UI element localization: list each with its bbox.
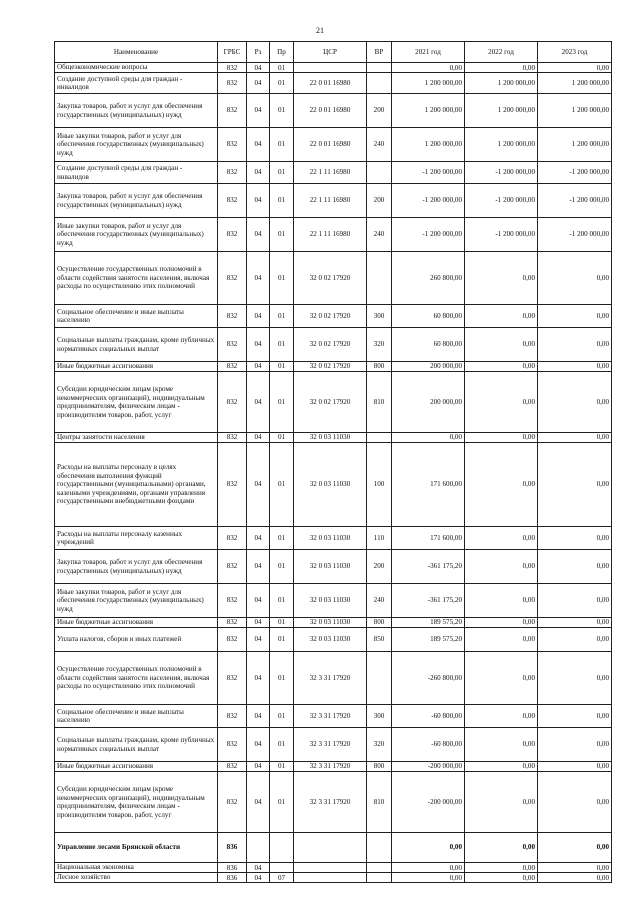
- cell-vr: 300: [367, 305, 392, 328]
- cell-pr: 01: [270, 94, 294, 128]
- cell-rz: 04: [247, 305, 270, 328]
- cell-name: Субсидии юридическим лицам (кроме некоммерческих организаций), индивидуальным предпринимателям, физическим лицам - производителям товаров, работ, услуг: [55, 372, 218, 433]
- cell-2022: 0,00: [465, 433, 538, 443]
- cell-pr: 01: [270, 527, 294, 550]
- cell-grbs: 832: [218, 433, 247, 443]
- cell-csr: 32 3 31 17920: [294, 652, 367, 705]
- cell-2021: -200 000,00: [392, 762, 465, 772]
- cell-2023: 0,00: [538, 762, 612, 772]
- cell-grbs: 832: [218, 550, 247, 584]
- cell-2022: 0,00: [465, 705, 538, 728]
- cell-rz: 04: [247, 584, 270, 618]
- table-row: [55, 762, 612, 772]
- cell-2021: 171 600,00: [392, 527, 465, 550]
- cell-vr: 240: [367, 218, 392, 252]
- cell-csr: 32 0 03 11030: [294, 527, 367, 550]
- cell-2023: 0,00: [538, 652, 612, 705]
- cell-csr: [294, 863, 367, 873]
- cell-name: Социальное обеспечение и иные выплаты населению: [55, 705, 218, 728]
- cell-pr: 01: [270, 305, 294, 328]
- cell-vr: 800: [367, 618, 392, 628]
- cell-2023: 0,00: [538, 443, 612, 527]
- table-row: [55, 94, 612, 128]
- cell-2022: 0,00: [465, 652, 538, 705]
- cell-rz: 04: [247, 433, 270, 443]
- cell-rz: 04: [247, 628, 270, 652]
- cell-2021: 0,00: [392, 833, 465, 863]
- cell-csr: 32 0 02 17920: [294, 305, 367, 328]
- cell-rz: 04: [247, 218, 270, 252]
- cell-2023: 1 200 000,00: [538, 94, 612, 128]
- cell-pr: 01: [270, 772, 294, 833]
- cell-pr: [270, 833, 294, 863]
- cell-2022: 0,00: [465, 628, 538, 652]
- cell-2021: 60 800,00: [392, 328, 465, 362]
- cell-2022: 0,00: [465, 443, 538, 527]
- cell-vr: 800: [367, 762, 392, 772]
- cell-name: Лесное хозяйство: [55, 873, 218, 883]
- header-vr: ВР: [367, 42, 392, 63]
- cell-vr: [367, 73, 392, 94]
- cell-name: Иные закупки товаров, работ и услуг для обеспечения государственных (муниципальных) нужд: [55, 218, 218, 252]
- cell-rz: 04: [247, 252, 270, 305]
- header-pr: Пр: [270, 42, 294, 63]
- cell-vr: [367, 433, 392, 443]
- table-row: [55, 433, 612, 443]
- cell-name: Субсидии юридическим лицам (кроме некоммерческих организаций), индивидуальным предпринимателям, физическим лицам - производителям товаров, работ, услуг: [55, 772, 218, 833]
- cell-vr: 110: [367, 527, 392, 550]
- cell-name: Иные бюджетные ассигнования: [55, 618, 218, 628]
- table-row: [55, 873, 612, 883]
- cell-csr: 22 0 01 16980: [294, 73, 367, 94]
- header-csr: ЦСР: [294, 42, 367, 63]
- cell-2021: -260 800,00: [392, 652, 465, 705]
- cell-csr: [294, 873, 367, 883]
- header-grbs: ГРБС: [218, 42, 247, 63]
- table-header-row: [55, 42, 612, 63]
- cell-grbs: 836: [218, 863, 247, 873]
- cell-name: Расходы на выплаты персоналу казенных учреждений: [55, 527, 218, 550]
- cell-pr: 01: [270, 63, 294, 73]
- cell-csr: [294, 63, 367, 73]
- table-row: [55, 73, 612, 94]
- cell-2021: -1 200 000,00: [392, 218, 465, 252]
- cell-name: Социальное обеспечение и иные выплаты населению: [55, 305, 218, 328]
- cell-2023: 1 200 000,00: [538, 128, 612, 162]
- cell-vr: 240: [367, 128, 392, 162]
- table-body: [55, 63, 612, 883]
- cell-grbs: 832: [218, 372, 247, 433]
- cell-2023: 0,00: [538, 863, 612, 873]
- cell-2022: 0,00: [465, 728, 538, 762]
- cell-2022: 0,00: [465, 873, 538, 883]
- cell-vr: [367, 652, 392, 705]
- cell-vr: 240: [367, 584, 392, 618]
- table-row: [55, 443, 612, 527]
- table-row: [55, 218, 612, 252]
- cell-csr: 32 0 02 17920: [294, 328, 367, 362]
- header-name: Наименование: [55, 42, 218, 63]
- cell-grbs: 832: [218, 618, 247, 628]
- cell-name: Социальные выплаты гражданам, кроме публичных нормативных социальных выплат: [55, 728, 218, 762]
- cell-2021: 189 575,20: [392, 618, 465, 628]
- cell-vr: 200: [367, 184, 392, 218]
- cell-2023: 0,00: [538, 833, 612, 863]
- cell-pr: 01: [270, 443, 294, 527]
- cell-rz: 04: [247, 184, 270, 218]
- table-row: [55, 328, 612, 362]
- cell-csr: 22 1 11 16980: [294, 184, 367, 218]
- cell-vr: 300: [367, 705, 392, 728]
- cell-2022: 0,00: [465, 305, 538, 328]
- cell-2021: 260 800,00: [392, 252, 465, 305]
- cell-2022: -1 200 000,00: [465, 184, 538, 218]
- header-2022: 2022 год: [465, 42, 538, 63]
- table-row: [55, 252, 612, 305]
- cell-csr: 32 0 03 11030: [294, 550, 367, 584]
- cell-grbs: 832: [218, 728, 247, 762]
- cell-csr: 32 0 03 11030: [294, 443, 367, 527]
- cell-2021: -361 175,20: [392, 550, 465, 584]
- cell-grbs: 832: [218, 628, 247, 652]
- cell-csr: 32 0 03 11030: [294, 618, 367, 628]
- cell-2023: 0,00: [538, 372, 612, 433]
- cell-rz: [247, 833, 270, 863]
- cell-pr: 01: [270, 73, 294, 94]
- cell-2021: 171 600,00: [392, 443, 465, 527]
- cell-2023: 0,00: [538, 63, 612, 73]
- cell-csr: 32 0 03 11030: [294, 433, 367, 443]
- cell-rz: 04: [247, 73, 270, 94]
- cell-pr: 01: [270, 728, 294, 762]
- cell-pr: 01: [270, 372, 294, 433]
- cell-name: Создание доступной среды для граждан - инвалидов: [55, 73, 218, 94]
- cell-rz: 04: [247, 443, 270, 527]
- cell-name: Осуществление государственных полномочий в области содействия занятости населения, включая расходы по осуществлению этих полномочий: [55, 652, 218, 705]
- cell-2021: -1 200 000,00: [392, 162, 465, 184]
- cell-pr: 07: [270, 873, 294, 883]
- cell-2022: 0,00: [465, 372, 538, 433]
- cell-grbs: 832: [218, 328, 247, 362]
- cell-2022: 0,00: [465, 762, 538, 772]
- cell-2021: 1 200 000,00: [392, 128, 465, 162]
- cell-grbs: 836: [218, 873, 247, 883]
- cell-2022: -1 200 000,00: [465, 218, 538, 252]
- cell-csr: 32 0 02 17920: [294, 252, 367, 305]
- cell-grbs: 832: [218, 73, 247, 94]
- cell-pr: 01: [270, 433, 294, 443]
- cell-vr: [367, 63, 392, 73]
- cell-2022: 0,00: [465, 618, 538, 628]
- cell-rz: 04: [247, 873, 270, 883]
- cell-grbs: 832: [218, 305, 247, 328]
- cell-rz: 04: [247, 762, 270, 772]
- cell-rz: 04: [247, 128, 270, 162]
- cell-2023: 0,00: [538, 728, 612, 762]
- cell-2023: -1 200 000,00: [538, 218, 612, 252]
- cell-name: Национальная экономика: [55, 863, 218, 873]
- cell-grbs: 832: [218, 584, 247, 618]
- cell-name: Управление лесами Брянской области: [55, 833, 218, 863]
- table-row: [55, 527, 612, 550]
- cell-2021: -60 800,00: [392, 705, 465, 728]
- cell-csr: 22 1 11 16980: [294, 218, 367, 252]
- cell-2021: 200 000,00: [392, 372, 465, 433]
- cell-2023: 0,00: [538, 618, 612, 628]
- budget-table: [54, 41, 612, 883]
- cell-csr: 32 0 03 11030: [294, 628, 367, 652]
- table-row: [55, 63, 612, 73]
- table-row: [55, 728, 612, 762]
- cell-2022: 1 200 000,00: [465, 73, 538, 94]
- cell-2023: -1 200 000,00: [538, 184, 612, 218]
- cell-2021: 60 800,00: [392, 305, 465, 328]
- cell-vr: 320: [367, 328, 392, 362]
- cell-2022: 0,00: [465, 584, 538, 618]
- cell-grbs: 832: [218, 162, 247, 184]
- cell-2022: 1 200 000,00: [465, 128, 538, 162]
- cell-2023: 0,00: [538, 705, 612, 728]
- table-row: [55, 628, 612, 652]
- table-row: [55, 618, 612, 628]
- cell-grbs: 832: [218, 762, 247, 772]
- cell-csr: 22 0 01 16980: [294, 128, 367, 162]
- cell-grbs: 832: [218, 362, 247, 372]
- header-2021: 2021 год: [392, 42, 465, 63]
- cell-name: Иные закупки товаров, работ и услуг для обеспечения государственных (муниципальных) нужд: [55, 584, 218, 618]
- cell-rz: 04: [247, 63, 270, 73]
- cell-name: Осуществление государственных полномочий в области содействия занятости населения, включая расходы по осуществлению этих полномочий: [55, 252, 218, 305]
- cell-grbs: 832: [218, 184, 247, 218]
- cell-vr: [367, 833, 392, 863]
- cell-2023: -1 200 000,00: [538, 162, 612, 184]
- cell-2023: 0,00: [538, 527, 612, 550]
- cell-2021: 1 200 000,00: [392, 94, 465, 128]
- cell-rz: 04: [247, 527, 270, 550]
- cell-2023: 0,00: [538, 433, 612, 443]
- cell-name: Закупка товаров, работ и услуг для обеспечения государственных (муниципальных) нужд: [55, 550, 218, 584]
- cell-csr: 32 3 31 17920: [294, 728, 367, 762]
- table-row: [55, 772, 612, 833]
- table-row: [55, 362, 612, 372]
- cell-pr: 01: [270, 550, 294, 584]
- cell-vr: 200: [367, 94, 392, 128]
- cell-pr: 01: [270, 162, 294, 184]
- cell-name: Закупка товаров, работ и услуг для обеспечения государственных (муниципальных) нужд: [55, 94, 218, 128]
- cell-rz: 04: [247, 162, 270, 184]
- cell-2023: 0,00: [538, 628, 612, 652]
- cell-rz: 04: [247, 652, 270, 705]
- cell-grbs: 836: [218, 833, 247, 863]
- cell-pr: 01: [270, 652, 294, 705]
- cell-csr: 32 3 31 17920: [294, 705, 367, 728]
- cell-2021: 0,00: [392, 433, 465, 443]
- cell-pr: 01: [270, 762, 294, 772]
- cell-vr: 100: [367, 443, 392, 527]
- table-row: [55, 184, 612, 218]
- table-row: [55, 305, 612, 328]
- cell-grbs: 832: [218, 772, 247, 833]
- table-row: [55, 863, 612, 873]
- cell-rz: 04: [247, 362, 270, 372]
- cell-grbs: 832: [218, 443, 247, 527]
- table-row: [55, 372, 612, 433]
- table-row: [55, 705, 612, 728]
- cell-csr: 32 0 02 17920: [294, 362, 367, 372]
- cell-grbs: 832: [218, 63, 247, 73]
- table-row: [55, 128, 612, 162]
- cell-rz: 04: [247, 328, 270, 362]
- cell-pr: 01: [270, 184, 294, 218]
- cell-2023: 0,00: [538, 550, 612, 584]
- cell-2023: 0,00: [538, 584, 612, 618]
- cell-vr: 320: [367, 728, 392, 762]
- cell-csr: 32 0 03 11030: [294, 584, 367, 618]
- cell-2021: 189 575,20: [392, 628, 465, 652]
- cell-rz: 04: [247, 705, 270, 728]
- cell-grbs: 832: [218, 705, 247, 728]
- cell-csr: 32 3 31 17920: [294, 772, 367, 833]
- table-row: [55, 550, 612, 584]
- cell-vr: 800: [367, 362, 392, 372]
- cell-vr: 810: [367, 772, 392, 833]
- cell-2022: 0,00: [465, 63, 538, 73]
- cell-2023: 0,00: [538, 328, 612, 362]
- cell-2022: 0,00: [465, 863, 538, 873]
- cell-name: Иные закупки товаров, работ и услуг для обеспечения государственных (муниципальных) нужд: [55, 128, 218, 162]
- cell-2021: 0,00: [392, 873, 465, 883]
- cell-2023: 1 200 000,00: [538, 73, 612, 94]
- cell-2022: 0,00: [465, 328, 538, 362]
- cell-2023: 0,00: [538, 305, 612, 328]
- cell-2022: 0,00: [465, 833, 538, 863]
- cell-name: Уплата налогов, сборов и иных платежей: [55, 628, 218, 652]
- cell-2021: 0,00: [392, 63, 465, 73]
- cell-pr: 01: [270, 252, 294, 305]
- cell-grbs: 832: [218, 652, 247, 705]
- cell-rz: 04: [247, 728, 270, 762]
- cell-vr: 850: [367, 628, 392, 652]
- cell-rz: 04: [247, 772, 270, 833]
- cell-csr: 32 0 02 17920: [294, 372, 367, 433]
- cell-vr: [367, 863, 392, 873]
- cell-name: Иные бюджетные ассигнования: [55, 362, 218, 372]
- cell-2023: 0,00: [538, 873, 612, 883]
- cell-name: Центры занятости населения: [55, 433, 218, 443]
- cell-csr: 22 0 01 16980: [294, 94, 367, 128]
- cell-2023: 0,00: [538, 252, 612, 305]
- cell-grbs: 832: [218, 218, 247, 252]
- cell-grbs: 832: [218, 128, 247, 162]
- cell-vr: 200: [367, 550, 392, 584]
- cell-2022: 0,00: [465, 772, 538, 833]
- cell-rz: 04: [247, 550, 270, 584]
- cell-2021: -60 800,00: [392, 728, 465, 762]
- cell-pr: [270, 863, 294, 873]
- header-rz: Рз: [247, 42, 270, 63]
- cell-rz: 04: [247, 94, 270, 128]
- table-row: [55, 584, 612, 618]
- cell-grbs: 832: [218, 94, 247, 128]
- cell-csr: 32 3 31 17920: [294, 762, 367, 772]
- page-number: 21: [316, 26, 324, 35]
- cell-pr: 01: [270, 328, 294, 362]
- cell-grbs: 832: [218, 527, 247, 550]
- cell-2021: -200 000,00: [392, 772, 465, 833]
- cell-grbs: 832: [218, 252, 247, 305]
- cell-pr: 01: [270, 128, 294, 162]
- table-row: [55, 162, 612, 184]
- cell-rz: 04: [247, 372, 270, 433]
- cell-2021: 1 200 000,00: [392, 73, 465, 94]
- cell-pr: 01: [270, 218, 294, 252]
- cell-2021: 0,00: [392, 863, 465, 873]
- header-2023: 2023 год: [538, 42, 612, 63]
- cell-name: Социальные выплаты гражданам, кроме публичных нормативных социальных выплат: [55, 328, 218, 362]
- cell-2022: 0,00: [465, 550, 538, 584]
- cell-2021: 200 000,00: [392, 362, 465, 372]
- cell-csr: 22 1 11 16980: [294, 162, 367, 184]
- cell-pr: 01: [270, 584, 294, 618]
- cell-2023: 0,00: [538, 362, 612, 372]
- cell-vr: [367, 162, 392, 184]
- cell-csr: [294, 833, 367, 863]
- cell-vr: [367, 873, 392, 883]
- cell-2022: 0,00: [465, 362, 538, 372]
- cell-name: Создание доступной среды для граждан - инвалидов: [55, 162, 218, 184]
- table-row: [55, 652, 612, 705]
- cell-2022: 0,00: [465, 252, 538, 305]
- cell-pr: 01: [270, 618, 294, 628]
- cell-pr: 01: [270, 628, 294, 652]
- cell-2022: 0,00: [465, 527, 538, 550]
- cell-rz: 04: [247, 863, 270, 873]
- cell-2021: -1 200 000,00: [392, 184, 465, 218]
- cell-vr: [367, 252, 392, 305]
- table-row: [55, 833, 612, 863]
- cell-rz: 04: [247, 618, 270, 628]
- cell-2022: -1 200 000,00: [465, 162, 538, 184]
- cell-vr: 810: [367, 372, 392, 433]
- cell-name: Иные бюджетные ассигнования: [55, 762, 218, 772]
- cell-2023: 0,00: [538, 772, 612, 833]
- cell-2022: 1 200 000,00: [465, 94, 538, 128]
- cell-name: Общеэкономические вопросы: [55, 63, 218, 73]
- cell-pr: 01: [270, 362, 294, 372]
- cell-2021: -361 175,20: [392, 584, 465, 618]
- cell-name: Закупка товаров, работ и услуг для обеспечения государственных (муниципальных) нужд: [55, 184, 218, 218]
- cell-pr: 01: [270, 705, 294, 728]
- cell-name: Расходы на выплаты персоналу в целях обеспечения выполнения функций государственными (муниципальными) органами, казенными учреждениями, органами управления государственными внебюджетными фондами: [55, 443, 218, 527]
